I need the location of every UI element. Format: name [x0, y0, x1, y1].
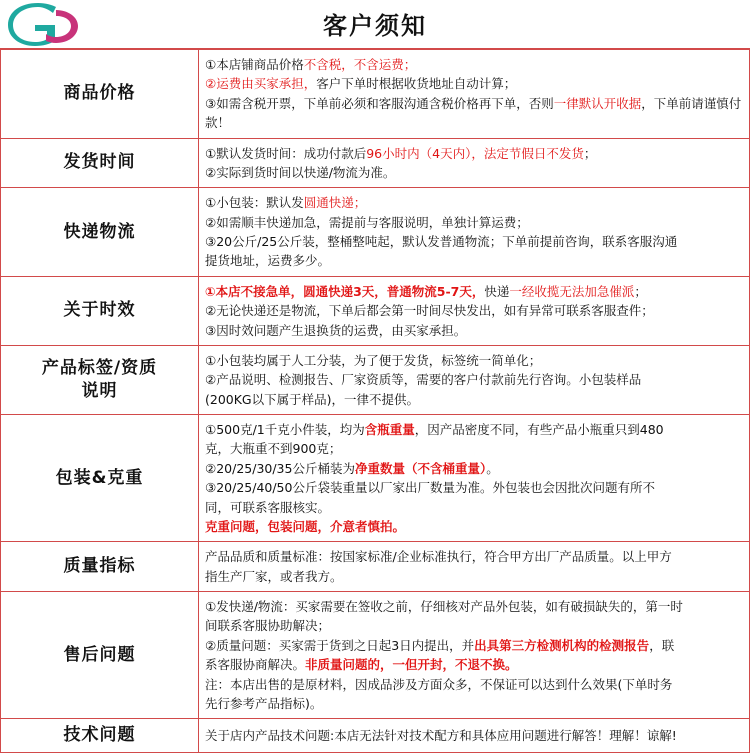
notice-text-segment: 系客服协商解决。 [205, 657, 306, 673]
notice-text-segment: ③20/25/40/50公斤袋装重量以厂家出厂数量为准。外包装也会因批次问题有所不 [205, 480, 655, 496]
notice-table-body [1, 50, 750, 753]
notice-text-segment: ③因时效问题产生退换货的运费，由买家承担。 [205, 322, 467, 338]
notice-line [205, 74, 743, 93]
notice-row-label: 关于时效 [1, 276, 199, 345]
notice-row [1, 50, 750, 139]
notice-text-segment: ； [634, 283, 647, 299]
notice-line [205, 213, 743, 232]
notice-line [205, 321, 743, 340]
notice-line [205, 636, 743, 655]
notice-row [1, 345, 750, 414]
notice-text-segment: 指生产厂家，或者我方。 [205, 568, 343, 584]
notice-row [1, 592, 750, 719]
notice-text-segment: ①发快递/物流：买家需要在签收之前，仔细核对产品外包装，如有破损缺失的，第一时 [205, 599, 683, 614]
page-title: 客户须知 [323, 11, 427, 40]
notice-text-segment: ③如需含税开票，下单前必须和客服沟通含税价格再下单，否则 [205, 95, 554, 111]
notice-row-content [199, 415, 750, 542]
notice-text-segment: 注：本店出售的是原材料，因成品涉及方面众多，不保证可以达到什么效果(下单时务 [205, 676, 673, 692]
notice-line [205, 597, 743, 616]
notice-text-segment: ； [583, 145, 597, 161]
notice-row-label: 包装&克重 [1, 415, 199, 542]
notice-table [0, 49, 750, 753]
notice-text-segment: ①默认发货时间：成功付款后 [205, 145, 367, 161]
notice-text-segment: ，联 [649, 637, 675, 653]
notice-text-segment: ②运费由买家承担， [205, 76, 317, 92]
notice-line [205, 726, 743, 745]
notice-row [1, 542, 750, 592]
notice-row-label: 技术问题 [1, 719, 199, 753]
notice-text-segment: ，因产品密度不同，有些产品小瓶重只到480 [414, 422, 664, 437]
notice-row-content [199, 542, 750, 592]
notice-row-content [199, 276, 750, 345]
notice-line [205, 94, 743, 133]
notice-text-segment: 关于店内产品技术问题:本店无法针对技术配方和具体应用问题进行解答！理解！谅解! [205, 728, 677, 744]
notice-text-segment: 克，大瓶重不到900克； [205, 441, 342, 457]
notice-row-content [199, 719, 750, 753]
notice-row-content [199, 188, 750, 277]
notice-row [1, 415, 750, 542]
notice-row-label: 商品价格 [1, 50, 199, 139]
notice-line [205, 193, 743, 212]
notice-text-segment: 圆通快递； [303, 195, 367, 211]
notice-text-segment: 客户下单时根据收货地址自动计算； [316, 76, 517, 92]
notice-text-segment: 间联系客服协助解决； [205, 618, 331, 634]
notice-line [205, 517, 743, 536]
notice-text-segment: 一经收揽无法加急催派 [509, 283, 635, 299]
notice-text-segment: 出具第三方检测机构的检测报告 [474, 637, 650, 653]
notice-line [205, 616, 743, 635]
notice-line [205, 351, 743, 370]
notice-text-segment: 同，可联系客服核实。 [205, 499, 331, 515]
notice-line [205, 55, 743, 74]
notice-text-segment: 一律默认开收据 [553, 95, 642, 111]
notice-row [1, 276, 750, 345]
notice-row-label: 快递物流 [1, 188, 199, 277]
notice-line [205, 547, 743, 566]
notice-line [205, 439, 743, 458]
notice-row-label: 质量指标 [1, 542, 199, 592]
notice-text-segment: ，下单前请谨慎付款！ [205, 95, 742, 131]
notice-row [1, 138, 750, 188]
notice-line [205, 420, 743, 439]
notice-text-segment: ②实际到货时间以快递/物流为准。 [205, 164, 396, 180]
notice-text-segment: ②质量问题：买家需于货到之日起3日内提出，并 [205, 637, 475, 653]
notice-row-content [199, 345, 750, 414]
notice-text-segment: ②无论快递还是物流，下单后都会第一时间尽快发出，如有异常可联系客服查件； [205, 303, 654, 319]
notice-row-label: 发货时间 [1, 138, 199, 188]
notice-row [1, 719, 750, 753]
notice-text-segment: ①本店铺商品价格 [205, 57, 304, 72]
notice-line [205, 675, 743, 694]
notice-line [205, 390, 743, 409]
notice-text-segment: 提货地址，运费多少。 [205, 253, 331, 269]
notice-line [205, 370, 743, 389]
notice-line [205, 655, 743, 674]
notice-text-segment: ①小包装均属于人工分装，为了便于发货，标签统一简单化； [205, 352, 542, 368]
notice-text-segment: ①小包装：默认发 [205, 195, 304, 211]
notice-row-content [199, 50, 750, 139]
notice-line [205, 301, 743, 320]
notice-text-segment: ②产品说明、检测报告、厂家资质等，需要的客户付款前先行咨询。小包装样品 [205, 372, 642, 388]
notice-line [205, 567, 743, 586]
notice-line [205, 498, 743, 517]
notice-row-content [199, 592, 750, 719]
notice-line [205, 282, 743, 301]
page-header [0, 0, 750, 49]
notice-text-segment: ②如需顺丰快递加急，需提前与客服说明，单独计算运费； [205, 214, 529, 230]
notice-row-label: 售后问题 [1, 592, 199, 719]
notice-text-segment: ②20/25/30/35公斤桶装为 [205, 460, 355, 476]
notice-text-segment: 不含税，不含运费； [303, 57, 417, 72]
notice-row-content [199, 138, 750, 188]
notice-text-segment: 96小时内（4天内），法定节假日不发货 [366, 145, 584, 161]
notice-text-segment: ③20公斤/25公斤装，整桶整吨起，默认发普通物流；下单前提前咨询，联系客服沟通 [205, 234, 678, 249]
notice-line [205, 459, 743, 478]
notice-row-label: 产品标签/资质 说明 [1, 345, 199, 414]
notice-text-segment: 先行参考产品指标)。 [205, 695, 323, 711]
notice-text-segment: 。 [486, 460, 499, 476]
notice-text-segment: 含瓶重量 [364, 422, 415, 437]
notice-text-segment: ①本店不接急单，圆通快递3天，普通物流5-7天， [205, 283, 485, 299]
notice-line [205, 478, 743, 497]
notice-text-segment: ①500克/1千克小件装，均为 [205, 422, 365, 437]
notice-line [205, 694, 743, 713]
notice-row [1, 188, 750, 277]
notice-line [205, 251, 743, 270]
notice-text-segment: 克重问题，包装问题，介意者慎拍。 [205, 518, 406, 534]
notice-text-segment: 净重数量（不含桶重量） [354, 460, 487, 476]
notice-line [205, 232, 743, 251]
notice-text-segment: 快递 [484, 283, 510, 299]
notice-text-segment: 产品品质和质量标准：按国家标准/企业标准执行，符合甲方出厂产品质量。以上甲方 [205, 549, 672, 565]
notice-text-segment: 非质量问题的，一但开封，不退不换。 [305, 657, 518, 673]
notice-line [205, 144, 743, 163]
notice-line [205, 163, 743, 182]
notice-text-segment: (200KG以下属于样品)，一律不提供。 [205, 391, 419, 407]
